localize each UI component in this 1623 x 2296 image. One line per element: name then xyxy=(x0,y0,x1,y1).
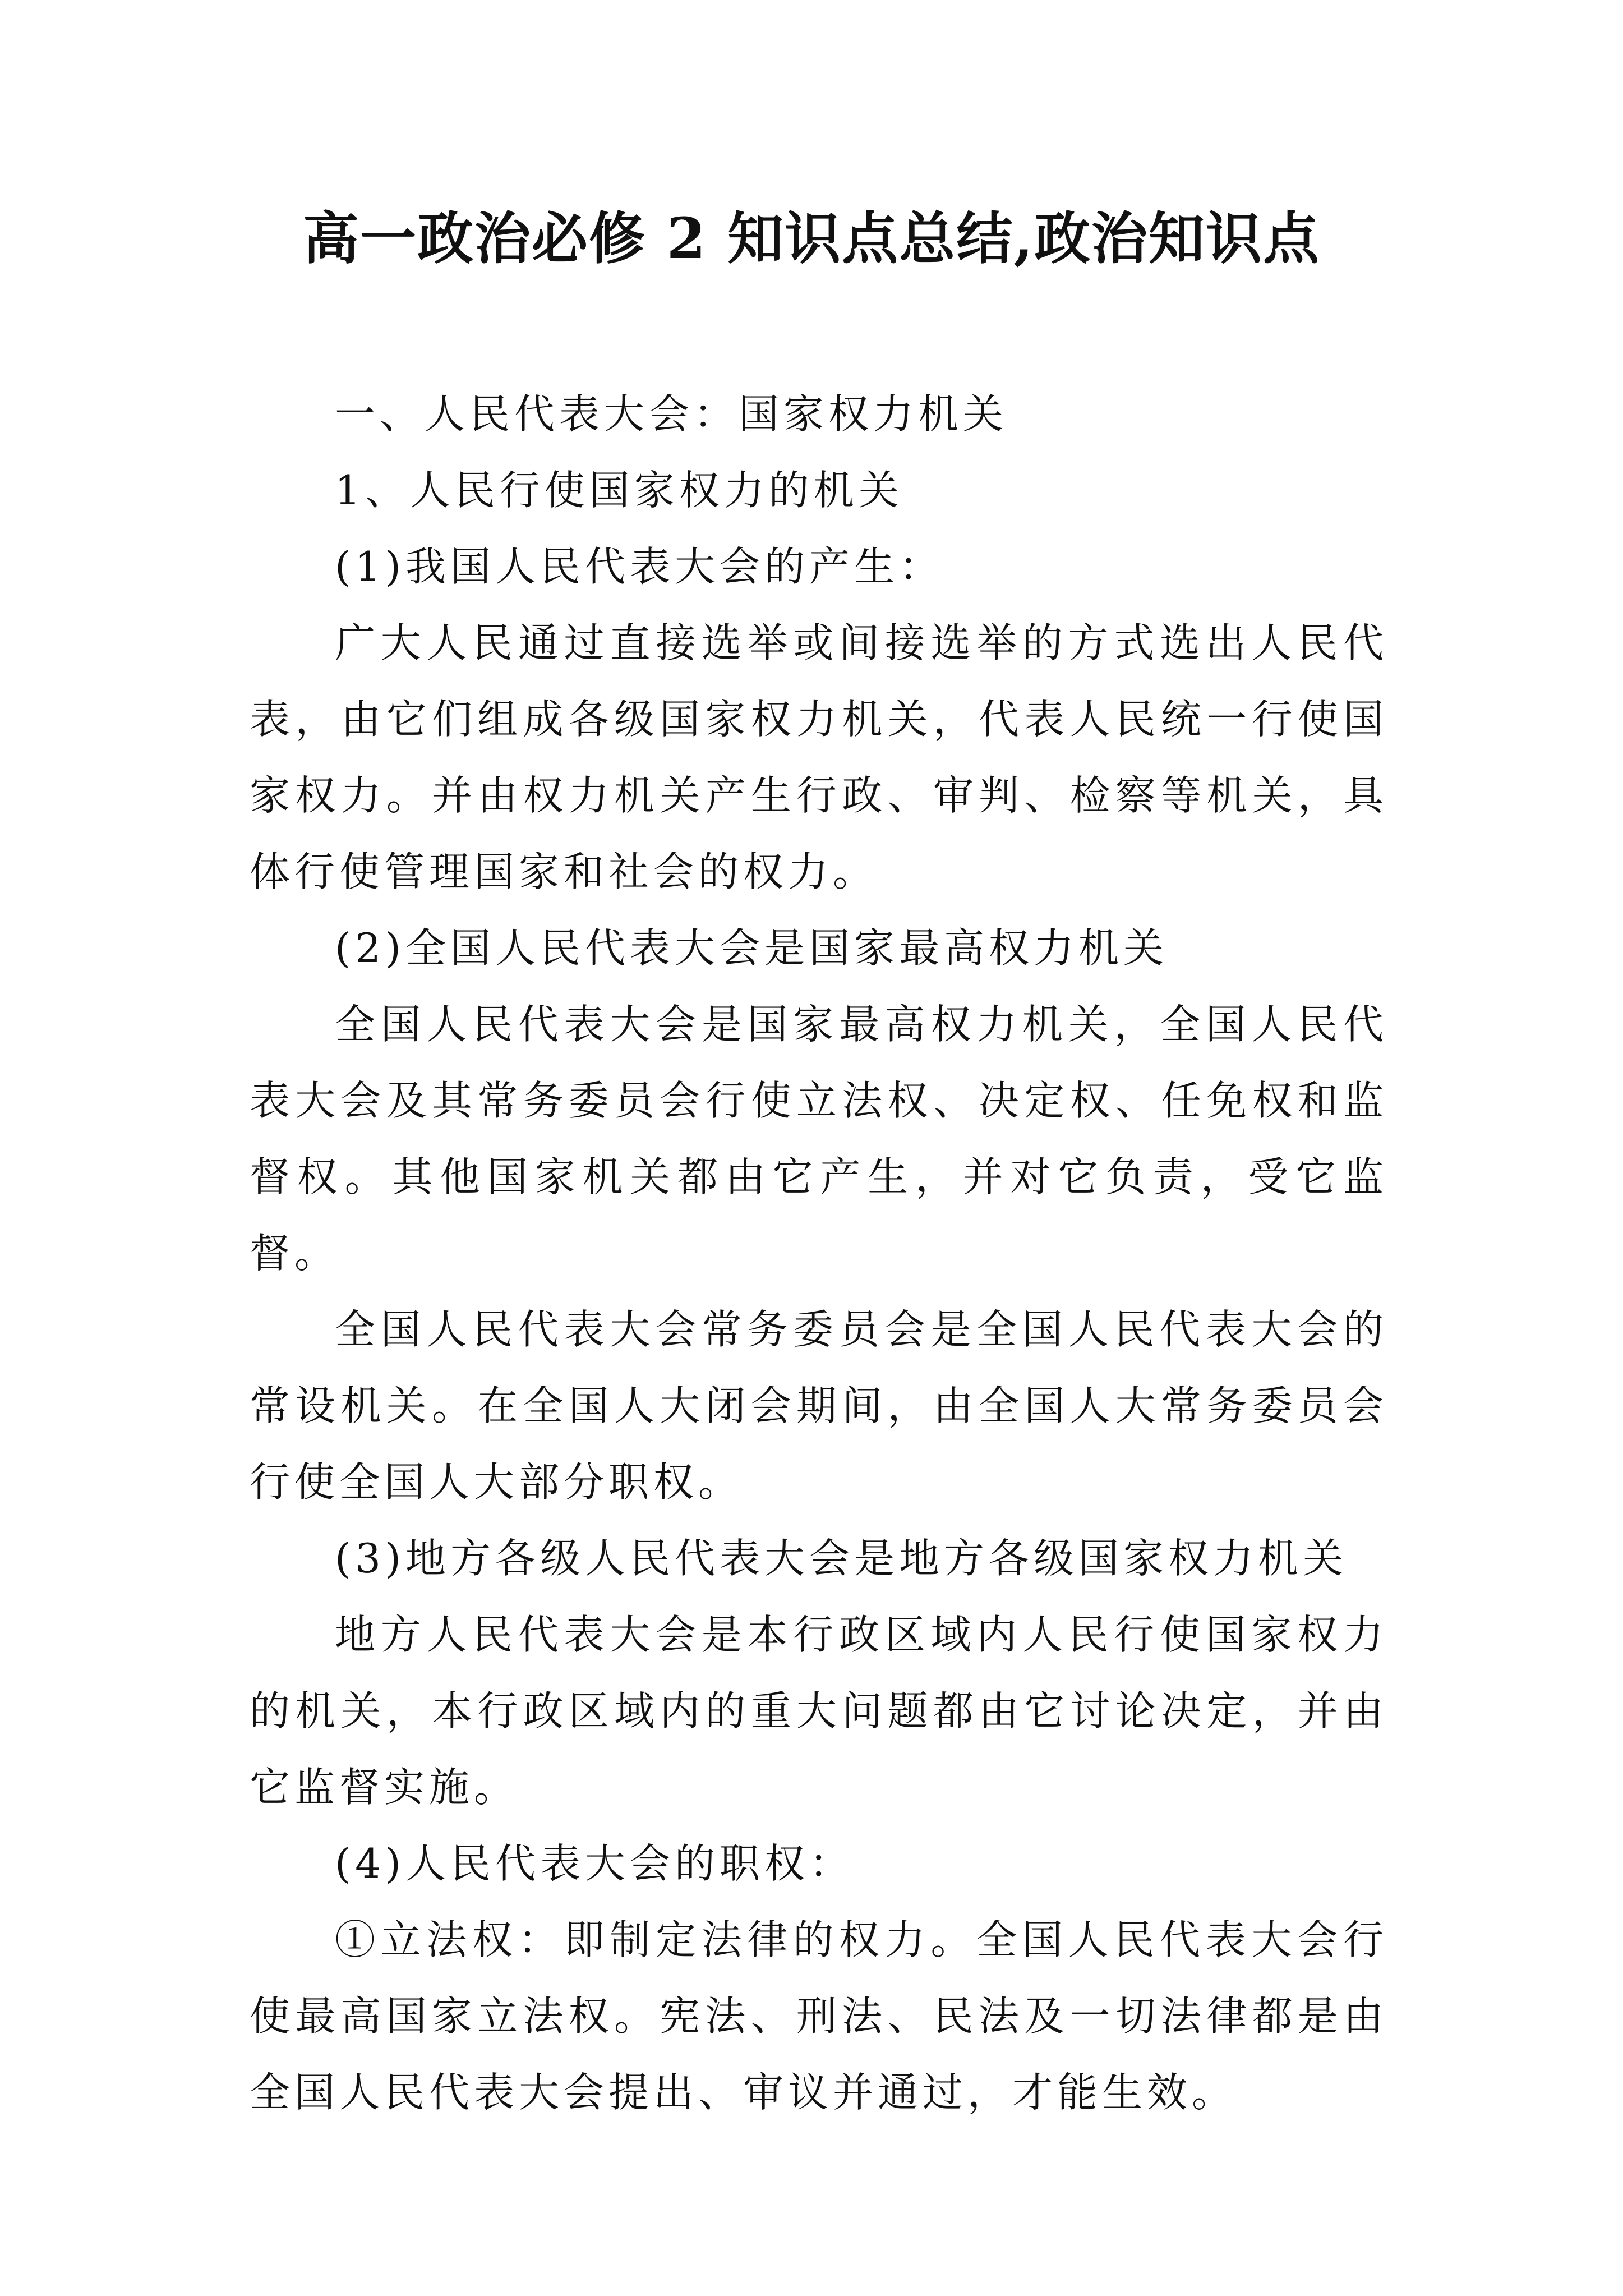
document-body xyxy=(250,376,1388,2131)
paragraph: 全国人民代表大会是国家最高权力机关，全国人民代表大会及其常务委员会行使立法权、决定权、任免权和监督权。其他国家机关都由它产生，并对它负责，受它监督。 xyxy=(250,1001,1388,1277)
point-heading: (3)地方各级人民代表大会是地方各级国家权力机关 xyxy=(335,1535,1348,1582)
point-heading: (2)全国人民代表大会是国家最高权力机关 xyxy=(335,924,1168,972)
paragraph: 地方人民代表大会是本行政区域内人民行使国家权力的机关，本行政区域内的重大问题都由它讨论决定，并由它监督实施。 xyxy=(250,1611,1388,1811)
point-heading: (4)人民代表大会的职权： xyxy=(335,1840,854,1887)
point-heading: (1)我国人民代表大会的产生： xyxy=(335,543,944,590)
subsection-heading: 1、人民行使国家权力的机关 xyxy=(335,467,903,514)
paragraph: ①立法权：即制定法律的权力。全国人民代表大会行使最高国家立法权。宪法、刑法、民法及一切法律都是由全国人民代表大会提出、审议并通过，才能生效。 xyxy=(250,1916,1388,2116)
section-heading: 一、人民代表大会：国家权力机关 xyxy=(335,390,1008,438)
paragraph: 广大人民通过直接选举或间接选举的方式选出人民代表，由它们组成各级国家权力机关，代表人民统一行使国家权力。并由权力机关产生行政、审判、检察等机关，具体行使管理国家和社会的权力。 xyxy=(250,619,1388,895)
paragraph: 全国人民代表大会常务委员会是全国人民代表大会的常设机关。在全国人大闭会期间，由全国人大常务委员会行使全国人大部分职权。 xyxy=(250,1306,1388,1506)
document-title: 高一政治必修 2 知识点总结,政治知识点 xyxy=(302,205,1321,272)
